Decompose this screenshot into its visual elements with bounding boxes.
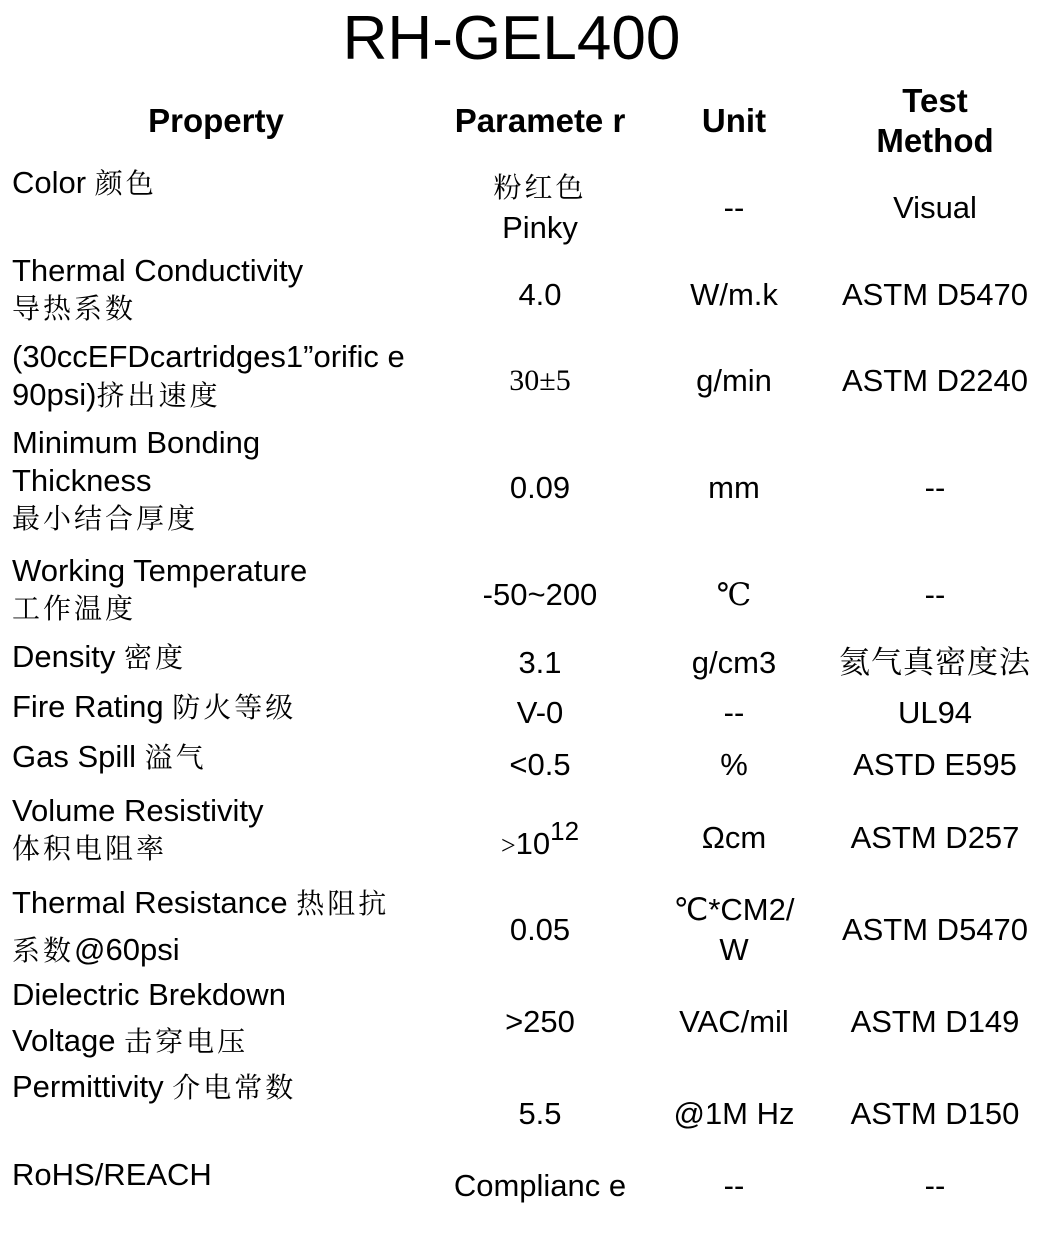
property-zh: 击穿电压 xyxy=(124,1025,249,1058)
table-row xyxy=(6,638,1056,688)
parameter-cell: <0.5 xyxy=(509,747,571,782)
unit-cell: ℃ xyxy=(716,577,752,612)
property-en: Color xyxy=(12,165,87,200)
table-row xyxy=(6,738,1056,792)
parameter-cell: >250 xyxy=(505,1004,575,1039)
method-cell: ASTM D2240 xyxy=(841,363,1029,398)
property-zh: 最小结合厚度 xyxy=(12,502,199,535)
method-cell: ASTM D149 xyxy=(850,1004,1020,1039)
parameter-cell: 30±5 xyxy=(509,364,571,397)
parameter-cell: -50~200 xyxy=(482,577,598,612)
property-en: Thermal Conductivity xyxy=(12,253,304,288)
property-cell xyxy=(6,976,426,1068)
property-cell xyxy=(6,338,426,424)
property-cell xyxy=(6,884,426,976)
unit-cell: W/m.k xyxy=(690,277,778,312)
property-cell xyxy=(6,1068,426,1134)
property-en-2: @60psi xyxy=(74,932,180,967)
parameter-cell xyxy=(426,792,654,884)
property-cell xyxy=(6,1134,426,1238)
property-zh: 介电常数 xyxy=(172,1071,297,1104)
property-en: (30ccEFDcartridges1”orific e 90psi) xyxy=(12,339,405,412)
property-en: Density xyxy=(12,639,116,674)
parameter-cell: V-0 xyxy=(516,695,564,730)
parameter-cell: 5.5 xyxy=(518,1096,562,1131)
property-cell xyxy=(6,638,426,688)
property-en: Gas Spill xyxy=(12,739,137,774)
property-zh: 颜色 xyxy=(94,167,157,200)
property-en: Permittivity xyxy=(12,1069,164,1104)
unit-cell: VAC/mil xyxy=(679,1004,789,1039)
property-en: Fire Rating xyxy=(12,689,164,724)
property-en: RoHS/REACH xyxy=(12,1157,212,1192)
property-en: Dielectric Brekdown xyxy=(12,977,286,1012)
table-row xyxy=(6,552,1056,638)
parameter-cell: 3.1 xyxy=(518,645,562,680)
parameter-cell: 0.05 xyxy=(509,912,571,947)
table-row xyxy=(6,688,1056,738)
property-en: Thermal Resistance xyxy=(12,885,288,920)
property-cell xyxy=(6,552,426,638)
method-cell: ASTM D5470 xyxy=(841,912,1029,947)
method-cell: ASTM D150 xyxy=(850,1096,1020,1131)
parameter-value: 10 xyxy=(515,825,551,861)
table-row xyxy=(6,164,1056,252)
unit-cell: Ωcm xyxy=(701,820,767,855)
unit-cell: -- xyxy=(723,1168,745,1203)
spec-table xyxy=(6,78,1056,1238)
property-zh-2: 系数 xyxy=(12,934,75,967)
parameter-value: Pinky xyxy=(502,210,578,245)
property-zh: 挤出速度 xyxy=(96,379,221,412)
property-en: Volume Resistivity xyxy=(12,793,264,828)
property-zh: 工作温度 xyxy=(12,592,137,625)
method-cell: -- xyxy=(924,470,946,505)
parameter-cell xyxy=(426,164,654,252)
header-unit: Unit xyxy=(701,102,767,139)
property-zh: 导热系数 xyxy=(12,292,137,325)
table-row xyxy=(6,338,1056,424)
property-en: Working Temperature xyxy=(12,553,308,588)
property-zh: 密度 xyxy=(124,641,187,674)
parameter-exponent: 12 xyxy=(550,815,580,846)
header-property: Property xyxy=(148,102,284,139)
table-row xyxy=(6,1068,1056,1134)
property-zh: 体积电阻率 xyxy=(12,832,168,865)
property-cell xyxy=(6,164,426,252)
header-parameter: Paramete r xyxy=(454,102,626,139)
property-cell xyxy=(6,252,426,338)
table-row xyxy=(6,884,1056,976)
table-row xyxy=(6,792,1056,884)
method-cell: UL94 xyxy=(897,695,973,730)
table-row xyxy=(6,1134,1056,1238)
parameter-cell: 0.09 xyxy=(509,470,571,505)
parameter-prefix: > xyxy=(500,830,516,860)
header-row xyxy=(6,78,1056,164)
unit-cell: -- xyxy=(723,190,745,225)
property-zh: 热阻抗 xyxy=(296,887,390,920)
method-cell: ASTD E595 xyxy=(853,747,1017,782)
unit-cell: g/cm3 xyxy=(691,645,777,680)
unit-cell: -- xyxy=(723,695,745,730)
unit-cell: ℃*CM2/ W xyxy=(673,892,795,967)
method-cell: ASTM D257 xyxy=(850,820,1020,855)
unit-cell: @1M Hz xyxy=(673,1096,795,1131)
method-cell: Visual xyxy=(893,190,977,225)
method-cell: ASTM D5470 xyxy=(841,277,1029,312)
method-cell: -- xyxy=(924,1168,946,1203)
unit-cell: % xyxy=(720,747,748,782)
property-zh: 防火等级 xyxy=(172,691,297,724)
method-cell: 氦气真密度法 xyxy=(839,645,1031,681)
table-row xyxy=(6,976,1056,1068)
header-test-method: Test Method xyxy=(876,82,994,159)
property-cell xyxy=(6,688,426,738)
property-cell xyxy=(6,424,426,552)
unit-cell: mm xyxy=(708,470,760,505)
table-row xyxy=(6,424,1056,552)
property-cell xyxy=(6,738,426,792)
parameter-cell: 4.0 xyxy=(518,277,562,312)
page-title: RH-GEL400 xyxy=(342,4,681,73)
property-cell xyxy=(6,792,426,884)
parameter-cell: Complianc e xyxy=(453,1168,627,1203)
property-en: Minimum Bonding Thickness xyxy=(12,425,261,498)
table-row xyxy=(6,252,1056,338)
method-cell: -- xyxy=(924,577,946,612)
unit-cell: g/min xyxy=(696,363,772,398)
property-zh: 溢气 xyxy=(144,741,207,774)
property-en-2: Voltage xyxy=(12,1023,116,1058)
parameter-zh: 粉红色 xyxy=(493,171,587,204)
